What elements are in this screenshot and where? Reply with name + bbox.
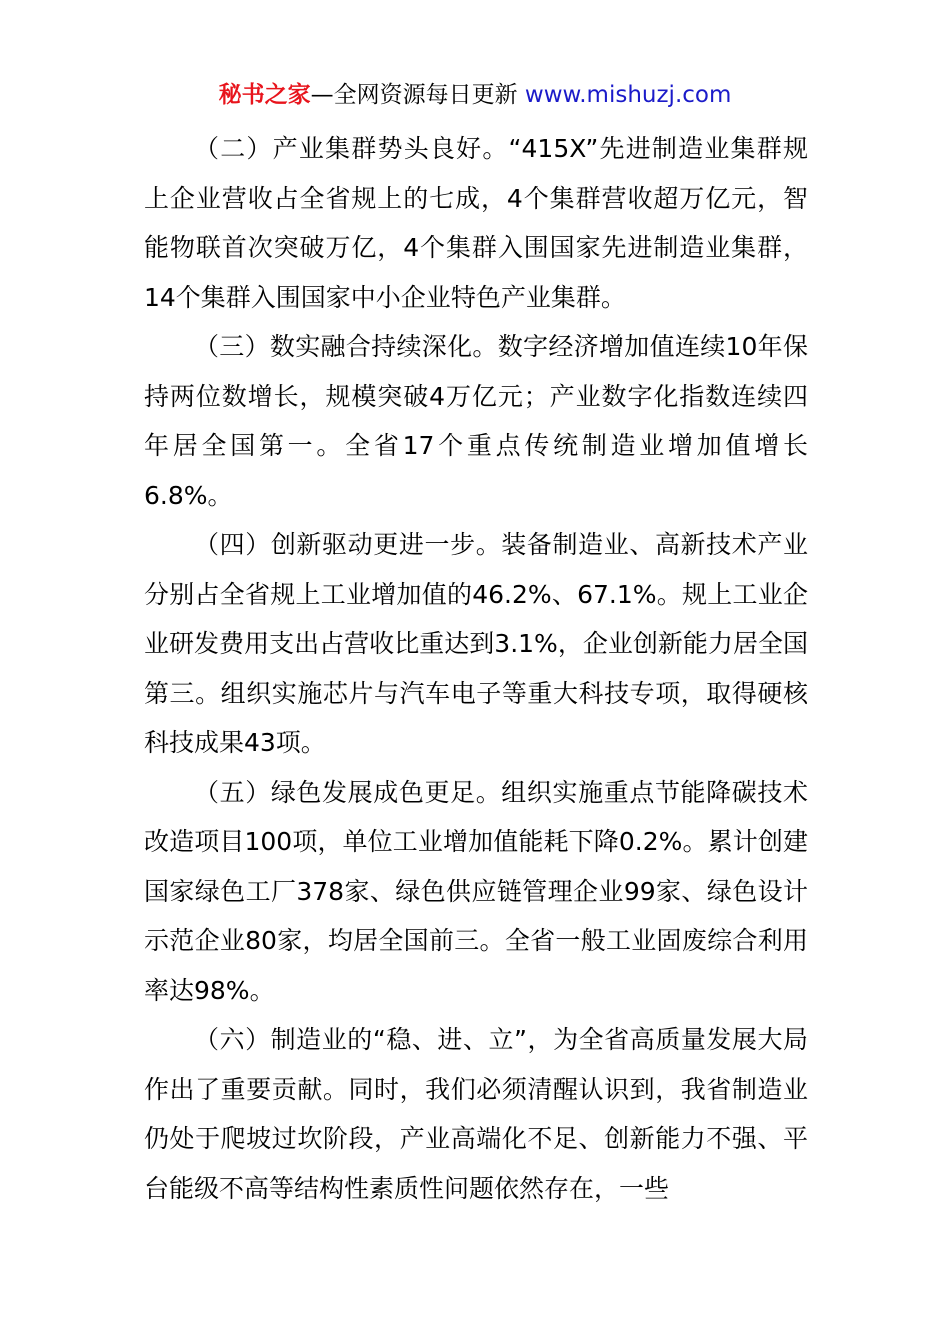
document-body	[144, 124, 808, 1213]
paragraph-digital-integration: （三）数实融合持续深化。数字经济增加值连续10年保持两位数增长，规模突破4万亿元；产业数字化指数连续四年居全国第一。全省17个重点传统制造业增加值增长6.8%。	[144, 332, 808, 510]
paragraph-green-development: （五）绿色发展成色更足。组织实施重点节能降碳技术改造项目100项，单位工业增加值能耗下降0.2%。累计创建国家绿色工厂378家、绿色供应链管理企业99家、绿色设计示范企业80家，均居全国前三。全省一般工业固废综合利用率达98%。	[144, 777, 808, 1005]
paragraph-innovation: （四）创新驱动更进一步。装备制造业、高新技术产业分别占全省规上工业增加值的46.2%、67.1%。规上工业企业研发费用支出占营收比重达到3.1%，企业创新能力居全国第三。组织实施芯片与汽车电子等重大科技专项，取得硬核科技成果43项。	[144, 530, 808, 757]
website-link[interactable]: www.mishuzj.com	[524, 82, 732, 108]
header-tagline: —全网资源每日更新	[310, 82, 518, 108]
page-header	[0, 78, 950, 112]
paragraph-industrial-clusters: （二）产业集群势头良好。“415X”先进制造业集群规上企业营收占全省规上的七成，4个集群营收超万亿元，智能物联首次突破万亿，4个集群入围国家先进制造业集群，14个集群入围国家中小企业特色产业集群。	[144, 134, 808, 312]
brand-name: 秘书之家	[218, 82, 311, 108]
paragraph-manufacturing-summary: （六）制造业的“稳、进、立”，为全省高质量发展大局作出了重要贡献。同时，我们必须清醒认识到，我省制造业仍处于爬坡过坎阶段，产业高端化不足、创新能力不强、平台能级不高等结构性素质性问题依然存在，一些	[144, 1025, 808, 1203]
